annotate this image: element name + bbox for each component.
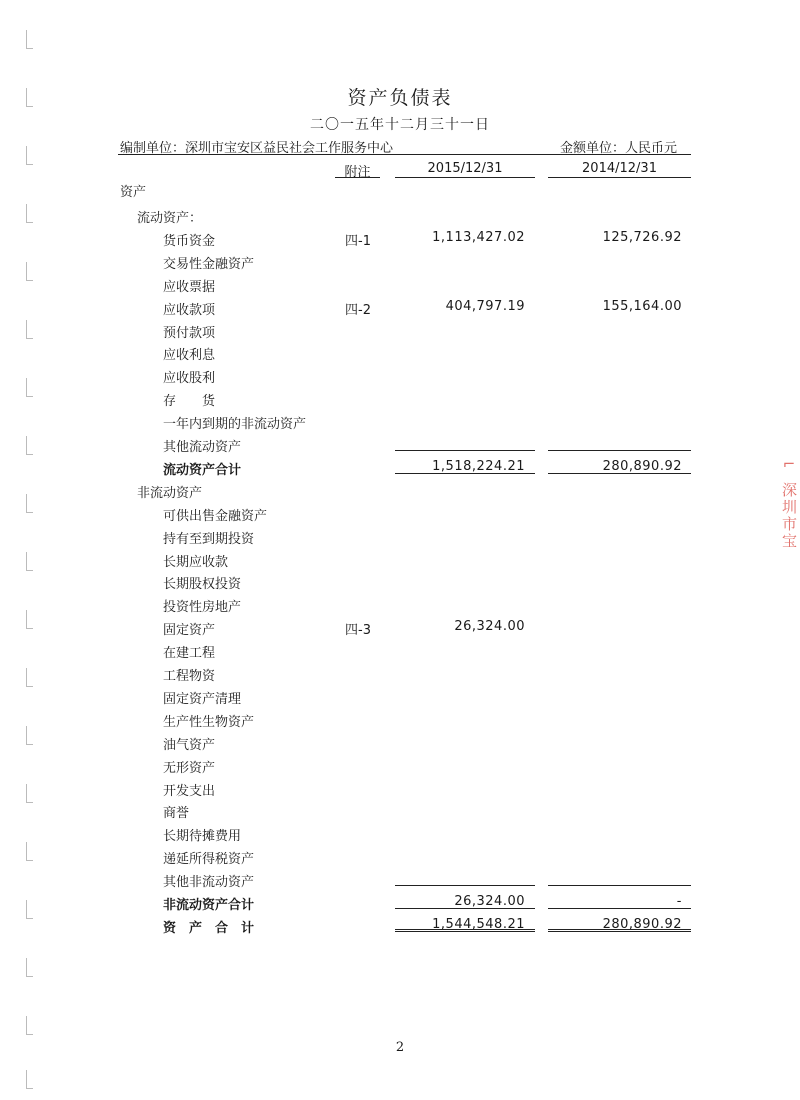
table-row: [0, 917, 800, 939]
table-row: [0, 299, 800, 321]
table-row: [0, 528, 800, 550]
table-row: [0, 802, 800, 824]
table-row: [0, 482, 800, 504]
table-row: [0, 871, 800, 893]
noncurrent-total-underline-2014: [548, 908, 691, 909]
row-value-2014: 125,726.92: [602, 230, 682, 245]
row-label: 油气资产: [163, 738, 216, 753]
noncurrent-total-underline-2015: [395, 908, 535, 909]
grand-total-double-rule-2014: [548, 929, 691, 932]
table-row: [0, 344, 800, 366]
column-header-2014: 2014/12/31: [582, 161, 657, 176]
row-label: 非流动资产合计: [163, 898, 255, 913]
row-label: 开发支出: [163, 784, 216, 799]
row-label: 存 货: [163, 394, 216, 409]
table-row: [0, 894, 800, 916]
row-label: 长期应收款: [163, 555, 229, 570]
row-label: 在建工程: [163, 646, 216, 661]
row-label: 其他非流动资产: [163, 875, 255, 890]
column-header-note: 附注: [344, 165, 371, 180]
table-row: [0, 551, 800, 573]
row-label: 一年内到期的非流动资产: [163, 417, 307, 432]
section-heading: 资产: [120, 185, 147, 200]
table-row: [0, 505, 800, 527]
table-row: [0, 688, 800, 710]
section-heading-row: [0, 181, 800, 203]
red-seal-stamp: ⌐ 深圳市宝: [780, 455, 798, 550]
table-row: [0, 459, 800, 481]
subtotal-rule-2015: [395, 450, 535, 451]
row-label: 长期待摊费用: [163, 829, 242, 844]
table-row: [0, 642, 800, 664]
table-row: [0, 207, 800, 229]
table-row: [0, 276, 800, 298]
row-label: 商誉: [163, 806, 190, 821]
row-label: 应收票据: [163, 280, 216, 295]
report-title: 资产负债表: [347, 87, 453, 109]
row-note: 四-2: [345, 303, 371, 318]
table-row: [0, 665, 800, 687]
table-row: [0, 230, 800, 252]
column-rule-note: [335, 177, 380, 178]
table-row: [0, 734, 800, 756]
row-label: 货币资金: [163, 234, 216, 249]
row-value-2015: 1,518,224.21: [432, 459, 525, 474]
table-row: [0, 619, 800, 641]
table-row: [0, 436, 800, 458]
table-row: [0, 322, 800, 344]
row-label: 可供出售金融资产: [163, 509, 268, 524]
column-rule-2015: [395, 177, 535, 178]
row-label: 持有至到期投资: [163, 532, 255, 547]
row-note: 四-1: [345, 234, 371, 249]
table-row: [0, 390, 800, 412]
row-value-2015: 26,324.00: [454, 619, 525, 634]
row-label: 其他流动资产: [163, 440, 242, 455]
row-label: 应收款项: [163, 303, 216, 318]
preparer-label: 编制单位：深圳市宝安区益民社会工作服务中心: [120, 141, 394, 156]
row-label: 资 产 合 计: [163, 921, 255, 936]
table-row: [0, 413, 800, 435]
row-value-2014: 155,164.00: [602, 299, 682, 314]
row-value-2015: 26,324.00: [454, 894, 525, 909]
row-value-2014: -: [676, 894, 682, 909]
column-header-2015: 2015/12/31: [427, 161, 503, 176]
row-label: 应收股利: [163, 371, 216, 386]
row-label: 预付款项: [163, 326, 216, 341]
table-row: [0, 253, 800, 275]
row-label: 非流动资产: [137, 486, 203, 501]
row-value-2015: 1,544,548.21: [432, 917, 525, 932]
row-label: 固定资产: [163, 623, 216, 638]
table-row: [0, 757, 800, 779]
noncurrent-rule-2014: [548, 885, 691, 886]
page-number: 2: [395, 1040, 405, 1055]
table-row: [0, 848, 800, 870]
grand-total-double-rule-2015: [395, 929, 535, 932]
noncurrent-rule-2015: [395, 885, 535, 886]
row-label: 流动资产合计: [163, 463, 242, 478]
currency-unit-label: 金额单位：人民币元: [560, 141, 678, 156]
row-label: 工程物资: [163, 669, 216, 684]
row-label: 交易性金融资产: [163, 257, 255, 272]
report-date: 二〇一五年十二月三十一日: [310, 117, 490, 133]
row-value-2014: 280,890.92: [602, 917, 682, 932]
row-label: 递延所得税资产: [163, 852, 255, 867]
header-rule: [118, 154, 691, 155]
table-row: [0, 573, 800, 595]
row-label: 长期股权投资: [163, 577, 242, 592]
table-row: [0, 825, 800, 847]
row-note: 四-3: [345, 623, 371, 638]
row-value-2015: 404,797.19: [445, 299, 525, 314]
column-rule-2014: [548, 177, 691, 178]
row-label: 投资性房地产: [163, 600, 242, 615]
row-value-2015: 1,113,427.02: [432, 230, 525, 245]
row-label: 应收利息: [163, 348, 216, 363]
table-row: [0, 596, 800, 618]
current-total-underline-2014: [548, 473, 691, 474]
table-row: [0, 711, 800, 733]
row-label: 流动资产：: [137, 211, 203, 226]
table-row: [0, 367, 800, 389]
table-row: [0, 780, 800, 802]
subtotal-rule-2014: [548, 450, 691, 451]
current-total-underline-2015: [395, 473, 535, 474]
row-label: 无形资产: [163, 761, 216, 776]
row-label: 固定资产清理: [163, 692, 242, 707]
row-label: 生产性生物资产: [163, 715, 255, 730]
row-value-2014: 280,890.92: [602, 459, 682, 474]
